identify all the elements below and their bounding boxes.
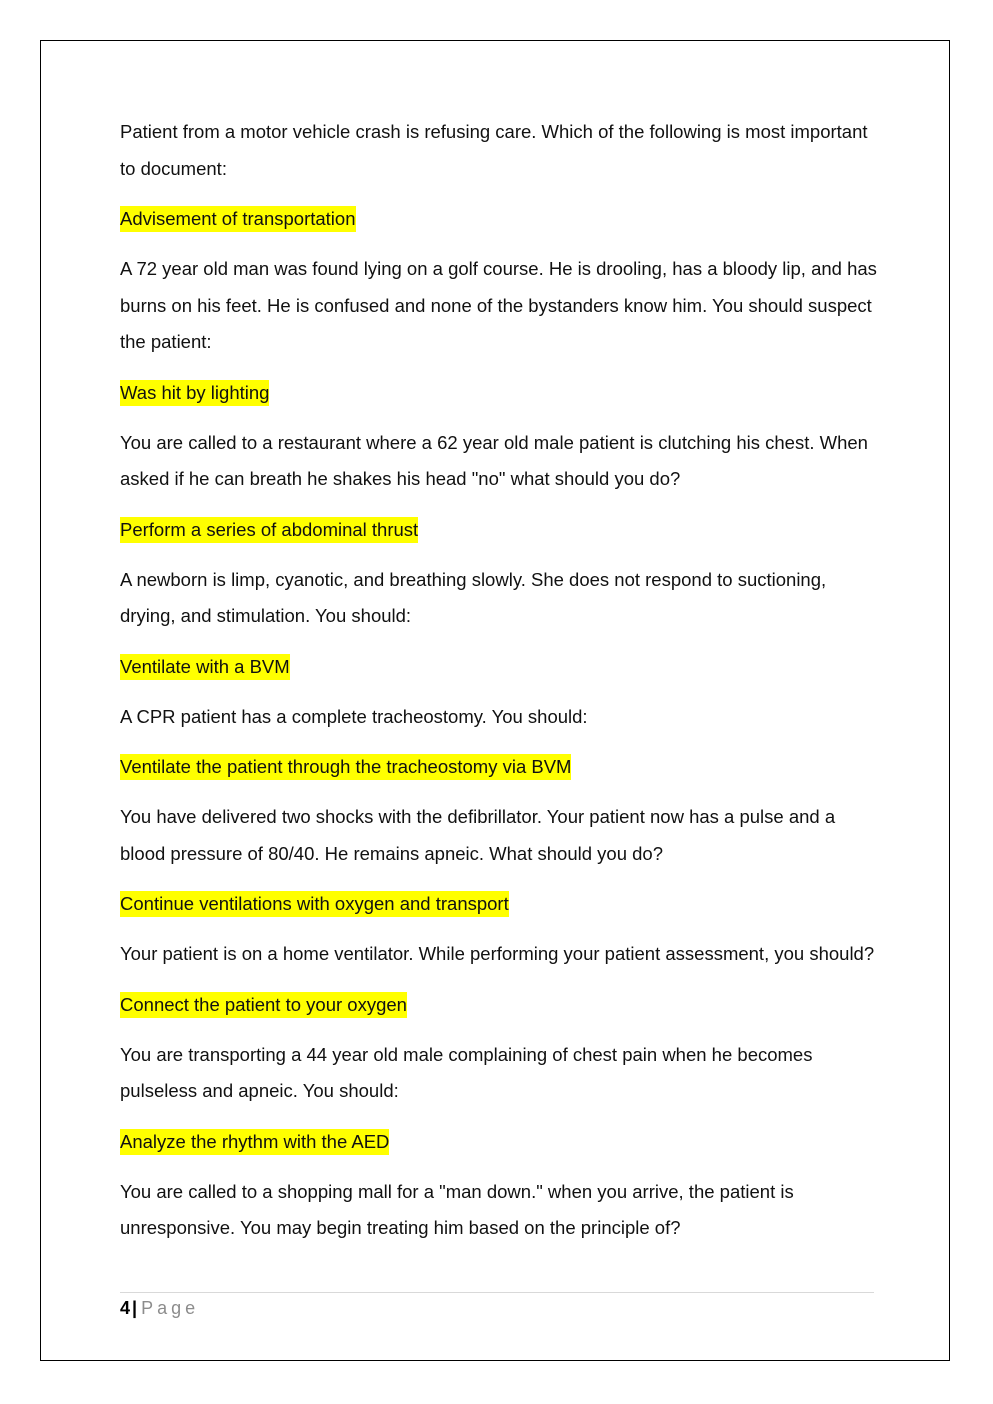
answer-text: Ventilate the patient through the tracheostomy via BVM [120, 754, 571, 780]
question-text: Your patient is on a home ventilator. While performing your patient assessment, you should? [120, 943, 875, 964]
answer-highlight [120, 375, 880, 411]
page-footer [120, 1296, 199, 1320]
question-text: You are called to a shopping mall for a "man down." when you arrive, the patient is unresponsive. You may begin treating him based on the principle of? [120, 1180, 794, 1238]
answer-highlight [120, 749, 880, 785]
page-label: Page [141, 1298, 200, 1318]
answer-text: Continue ventilations with oxygen and transport [120, 891, 509, 917]
answer-highlight [120, 649, 880, 685]
answer-text: Advisement of transportation [120, 206, 356, 232]
question-text: You have delivered two shocks with the defibrillator. Your patient now has a pulse and a blood pressure of 80/40. He remains apneic. What should you do? [120, 806, 836, 864]
answer-text: Ventilate with a BVM [120, 654, 290, 680]
question-text: You are transporting a 44 year old male complaining of chest pain when he becomes pulseless and apneic. You should: [120, 1043, 813, 1101]
answer-highlight [120, 886, 880, 922]
answer-highlight [120, 512, 880, 548]
answer-highlight [120, 201, 880, 237]
document-body [120, 114, 880, 1261]
answer-highlight [120, 1124, 880, 1160]
question-text: You are called to a restaurant where a 62 year old male patient is clutching his chest. When asked if he can breath he shakes his head "no" what should you do? [120, 431, 868, 489]
footer-separator: | [132, 1298, 138, 1318]
answer-highlight [120, 987, 880, 1023]
page-number: 4 [120, 1298, 131, 1318]
answer-text: Perform a series of abdominal thrust [120, 517, 418, 543]
question-text: A 72 year old man was found lying on a golf course. He is drooling, has a bloody lip, and has burns on his feet. He is confused and none of the bystanders know him. You should suspect the patient: [120, 258, 877, 352]
question-text: A CPR patient has a complete tracheostomy. You should: [120, 705, 588, 727]
question-text: A newborn is limp, cyanotic, and breathing slowly. She does not respond to suctioning, drying, and stimulation. You should: [120, 568, 827, 626]
footer-divider [120, 1292, 874, 1293]
answer-text: Analyze the rhythm with the AED [120, 1129, 389, 1155]
question-text: Patient from a motor vehicle crash is refusing care. Which of the following is most important to document: [120, 121, 868, 179]
answer-text: Connect the patient to your oxygen [120, 992, 407, 1018]
answer-text: Was hit by lighting [120, 380, 269, 406]
